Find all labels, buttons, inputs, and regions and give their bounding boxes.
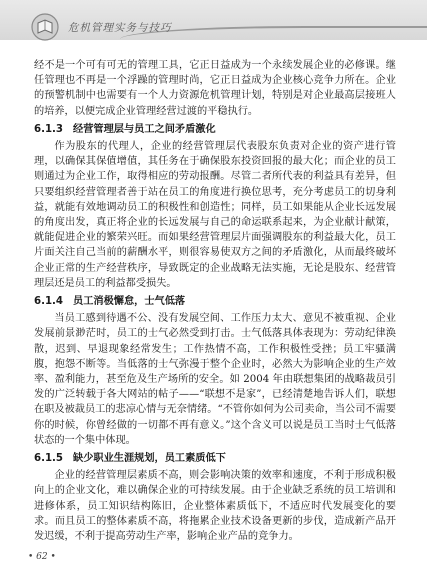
page-header <box>0 0 427 54</box>
page-number: • 62 • <box>28 552 56 562</box>
section-heading-6-1-3 <box>34 122 396 137</box>
section-title: 经营管理层与员工之间矛盾激化 <box>73 123 216 135</box>
body-paragraph: 企业的经营管理层素质不高，则会影响决策的效率和速度，不利于形成积极向上的企业文化，难以确保企业的可持续发展。由于企业缺乏系统的员工培训和进修体系，员工知识结构陈旧，企业整体素质低下，不适应时代发展变化的要求。而且员工的整体素质不高，将拖累企业技术设备更新的步伐，造成新产品开发迟缓，不利于提高劳动生产率，影响企业产品的竞争力。 <box>34 470 396 543</box>
section-title: 员工消极懈怠，士气低落 <box>73 296 186 308</box>
section-title: 缺少职业生涯规划，员工素质低下 <box>73 453 226 465</box>
body-paragraph: 经不是一个可有可无的管理工具，它正日益成为一个永续发展企业的必修课。继任管理也不再是一个浮躁的管理时尚，它正日益成为企业核心竞争力所在。企业的预警机制中也需要有一个人力资源危机管理计划，特别是对企业最高层接班人的培养，以便完成企业管理经营过渡的平稳执行。 <box>34 60 396 117</box>
running-header-title: 危机管理实务与技巧 <box>68 22 172 34</box>
body-paragraph: 当员工感到待遇不公、没有发展空间、工作压力太大、意见不被重视、企业发展前景渺茫时，员工的士气必然受到打击。士气低落具体表现为：劳动纪律涣散，迟到、早退现象经常发生；工作热情不高，工作积极性受挫；员工牢骚满腹，抱怨不断等。当低落的士气弥漫于整个企业时，必然大为影响企业的生产效率、盈利能力，甚至危及生产场所的安全。如 2004 年由联想集团的战略裁员引发的广泛转载于各大网站的帖子——“联想不是家”，已经清楚地告诉人们，联想在职及被裁员工的悲凉心情与无奈情绪。“不管你如何为公司卖命，当公司不需要你的时候，你曾经做的一切都不再有意义。”这个含义可以说是员工当时士气低落状态的一个集中体现。 <box>34 313 396 446</box>
section-number: 6.1.3 <box>34 123 64 135</box>
section-heading-6-1-4 <box>34 294 396 309</box>
section-number: 6.1.4 <box>34 296 64 308</box>
section-heading-6-1-5 <box>34 451 396 466</box>
section-number: 6.1.5 <box>34 453 64 465</box>
page-body <box>34 58 396 544</box>
body-paragraph: 作为股东的代理人，企业的经营管理层代表股东负责对企业的资产进行管理，以确保其保值增值，其任务在于确保股东投资回报的最大化；而企业的员工则通过为企业工作，取得相应的劳动报酬。尽管二者所代表的利益具有差异，但只要组织经营管理者善于站在员工的角度进行换位思考，充分考虑员工的切身利益，就能有效地调动员工的积极性和创造性；同样，员工如果能从企业长远发展的角度出发，真正将企业的长远发展与自己的命运联系起来，为企业献计献策，就能促进企业的繁荣兴旺。而如果经营管理层片面强调股东的利益最大化，员工片面关注自己当前的薪酬水平，则很容易使双方之间的矛盾激化，从而最终破坏企业正常的生产经营秩序，导致既定的企业战略无法实施，无论是股东、经营管理层还是员工的利益都受损失。 <box>34 141 396 289</box>
book-logo-icon <box>30 12 60 42</box>
